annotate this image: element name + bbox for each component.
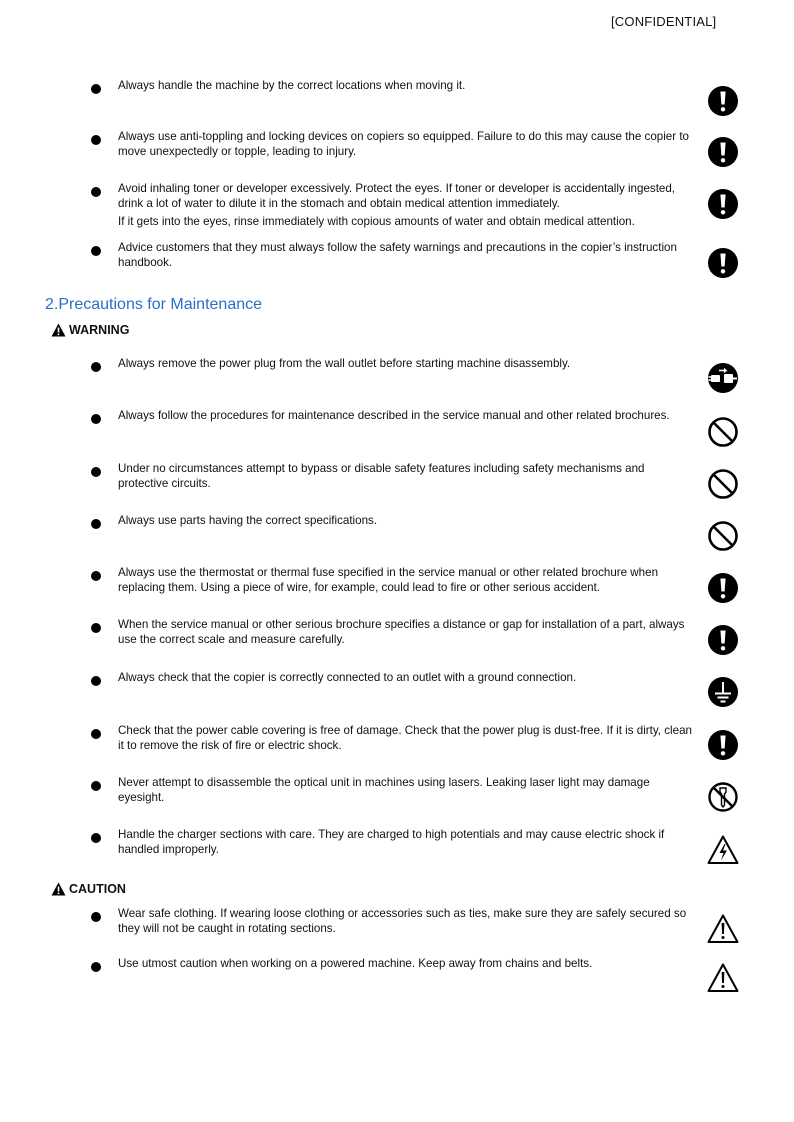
bullet-icon bbox=[91, 571, 101, 581]
item-text-line: Always use anti-toppling and locking devices on copiers so equipped. Failure to do this may cause the copier to move unexpectedly or topple, leading to injury. bbox=[118, 130, 689, 158]
item-text-line: Always follow the procedures for maintenance described in the service manual and other related brochures. bbox=[118, 409, 670, 422]
confidential-marking: [CONFIDENTIAL] bbox=[611, 14, 717, 29]
bullet-icon bbox=[91, 362, 101, 372]
item-text bbox=[118, 130, 693, 159]
item-text-line: Handle the charger sections with care. They are charged to high potentials and may cause electric shock if handled improperly. bbox=[118, 828, 665, 856]
bullet-icon bbox=[91, 781, 101, 791]
item-text bbox=[118, 357, 693, 372]
bullet-icon bbox=[91, 414, 101, 424]
item-text bbox=[118, 671, 693, 686]
bullet-icon bbox=[91, 833, 101, 843]
item-text bbox=[118, 907, 693, 936]
item-text bbox=[118, 828, 693, 857]
item-text-line: Avoid inhaling toner or developer excessively. Protect the eyes. If toner or developer is accidentally ingested, drink a lot of water to dilute it in the stomach and obtain medical attention immediately. bbox=[118, 182, 676, 210]
item-text-line: When the service manual or other serious brochure specifies a distance or gap for installation of a part, always use the correct scale and measure carefully. bbox=[118, 618, 685, 646]
item-text-line: Always use the thermostat or thermal fuse specified in the service manual or other related brochure when replacing them. Using a piece of wire, for example, could lead to fire or other serious accident. bbox=[118, 566, 659, 594]
mandatory-icon bbox=[707, 247, 739, 279]
item-text bbox=[118, 514, 693, 529]
item-text bbox=[118, 724, 693, 753]
item-text-line: Always check that the copier is correctly connected to an outlet with a ground connection. bbox=[118, 671, 577, 684]
caution-icon bbox=[707, 962, 739, 994]
bullet-icon bbox=[91, 246, 101, 256]
item-text-line: Advice customers that they must always follow the safety warnings and precautions in the copier’s instruction handbook. bbox=[118, 241, 677, 269]
no-disassembly-icon bbox=[707, 781, 739, 813]
bullet-icon bbox=[91, 676, 101, 686]
mandatory-icon bbox=[707, 85, 739, 117]
item-text-line: If it gets into the eyes, rinse immediately with copious amounts of water and obtain medical attention. bbox=[118, 215, 635, 229]
caution-label bbox=[51, 882, 126, 896]
prohibited-icon bbox=[707, 416, 739, 448]
ground-icon bbox=[707, 676, 739, 708]
caution-triangle-icon bbox=[51, 882, 66, 896]
warning-triangle-icon bbox=[51, 323, 66, 337]
bullet-icon bbox=[91, 519, 101, 529]
item-text bbox=[118, 79, 693, 94]
bullet-icon bbox=[91, 729, 101, 739]
bullet-icon bbox=[91, 84, 101, 94]
warning-label bbox=[51, 323, 129, 337]
item-text bbox=[118, 182, 693, 230]
item-text-line: Wear safe clothing. If wearing loose clothing or accessories such as ties, make sure they are safely secured so they will not be caught in rotating sections. bbox=[118, 907, 687, 935]
electric-shock-icon bbox=[707, 834, 739, 866]
bullet-icon bbox=[91, 467, 101, 477]
prohibited-icon bbox=[707, 468, 739, 500]
caution-label-text: CAUTION bbox=[69, 882, 126, 896]
bullet-icon bbox=[91, 623, 101, 633]
item-text-line: Check that the power cable covering is free of damage. Check that the power plug is dust-free. If it is dirty, clean it to remove the risk of fire or electric shock. bbox=[118, 724, 692, 752]
item-text-line: Always handle the machine by the correct locations when moving it. bbox=[118, 79, 466, 92]
item-text-line: Under no circumstances attempt to bypass or disable safety features including safety mechanisms and protective circuits. bbox=[118, 462, 645, 490]
prohibited-icon bbox=[707, 520, 739, 552]
mandatory-icon bbox=[707, 624, 739, 656]
item-text bbox=[118, 409, 693, 424]
item-text-line: Always use parts having the correct specifications. bbox=[118, 514, 378, 527]
bullet-icon bbox=[91, 912, 101, 922]
mandatory-icon bbox=[707, 188, 739, 220]
bullet-icon bbox=[91, 962, 101, 972]
section-title: 2.Precautions for Maintenance bbox=[45, 296, 263, 313]
item-text bbox=[118, 618, 693, 647]
item-text bbox=[118, 241, 693, 270]
unplug-icon bbox=[707, 362, 739, 394]
item-text bbox=[118, 462, 693, 491]
item-text-line: Always remove the power plug from the wall outlet before starting machine disassembly. bbox=[118, 357, 571, 370]
mandatory-icon bbox=[707, 729, 739, 761]
item-text-line: Use utmost caution when working on a powered machine. Keep away from chains and belts. bbox=[118, 957, 593, 970]
item-text-line: Never attempt to disassemble the optical unit in machines using lasers. Leaking laser light may damage eyesight. bbox=[118, 776, 650, 804]
item-text bbox=[118, 566, 693, 595]
bullet-icon bbox=[91, 135, 101, 145]
mandatory-icon bbox=[707, 572, 739, 604]
warning-label-text: WARNING bbox=[69, 323, 130, 337]
item-text bbox=[118, 957, 693, 972]
caution-icon bbox=[707, 913, 739, 945]
bullet-icon bbox=[91, 187, 101, 197]
item-text bbox=[118, 776, 693, 805]
mandatory-icon bbox=[707, 136, 739, 168]
